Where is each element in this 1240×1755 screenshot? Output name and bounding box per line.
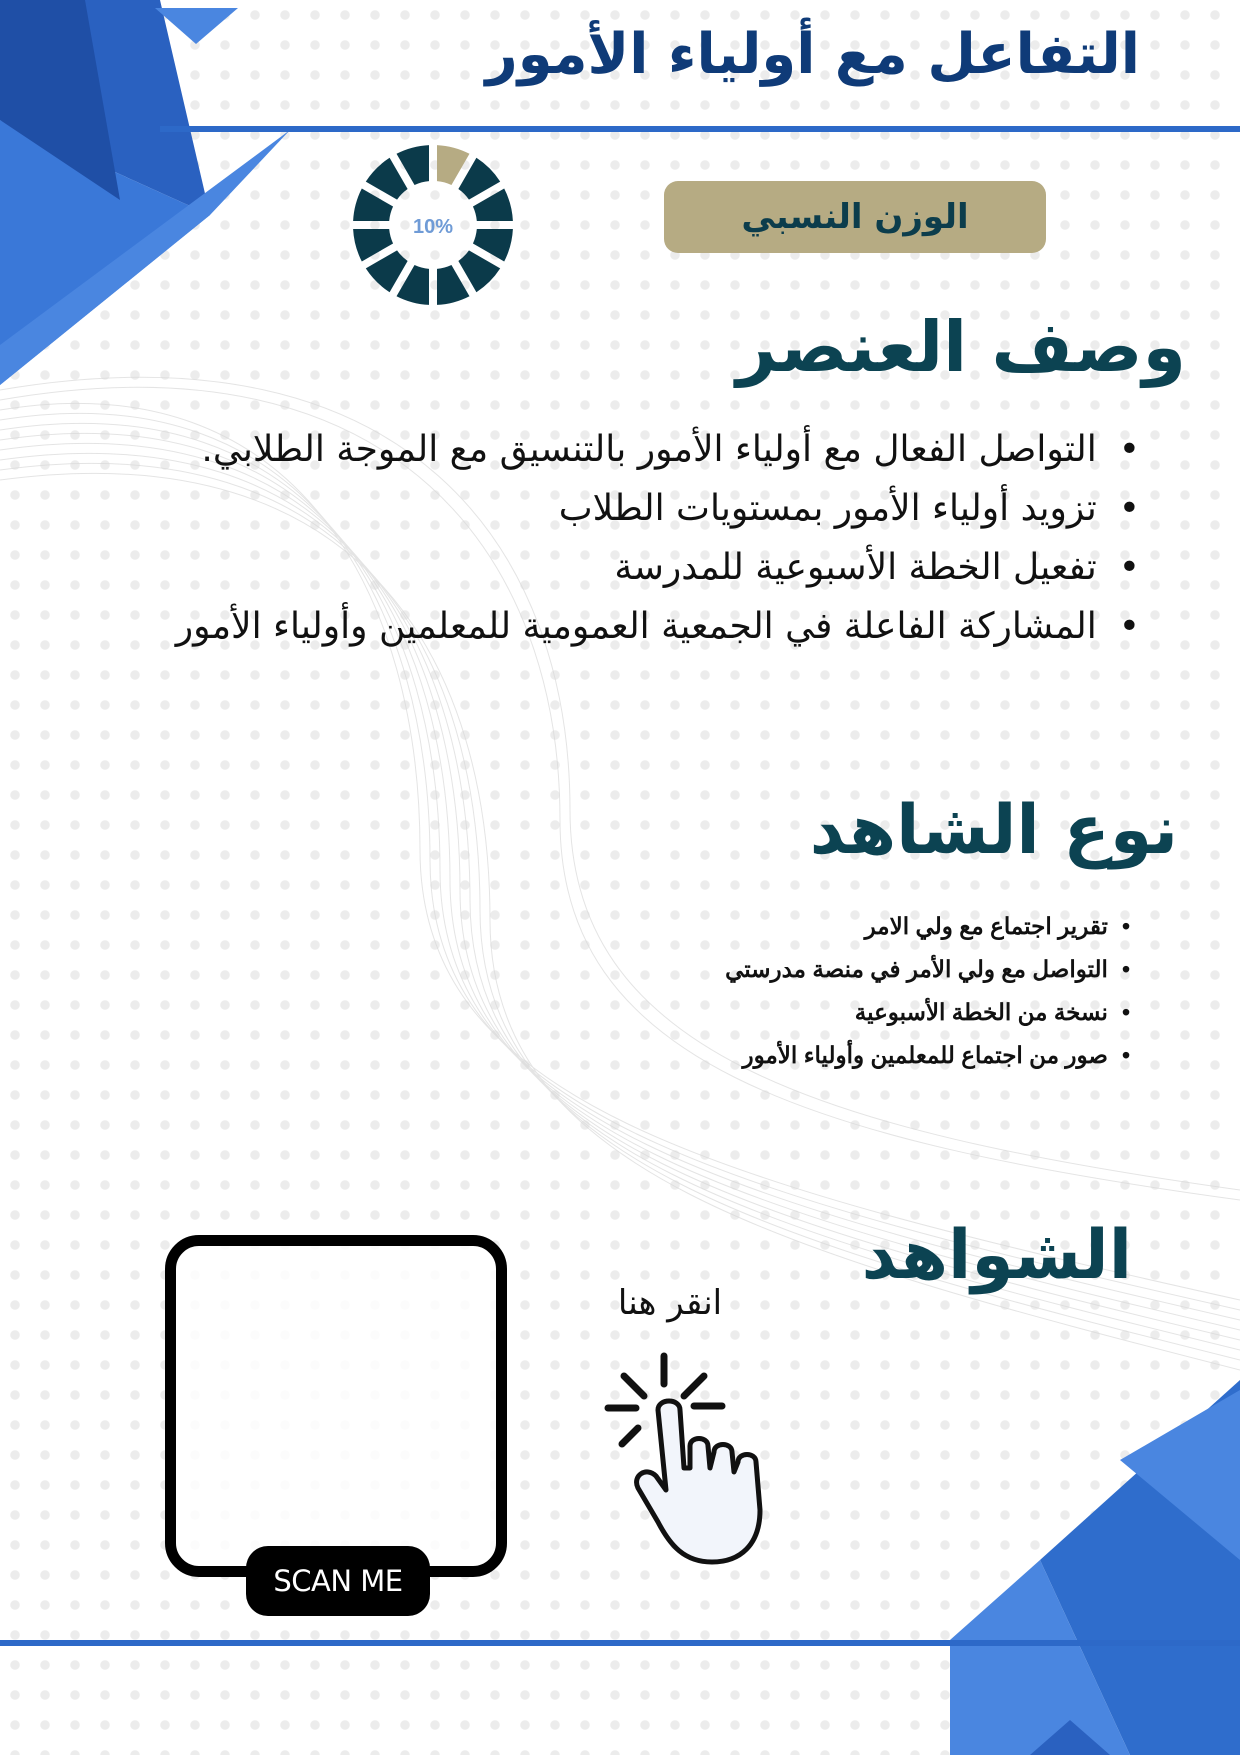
weight-value-label: 10% xyxy=(412,216,454,238)
donut-segment xyxy=(366,250,408,292)
evidence-type-heading: نوع الشاهد xyxy=(809,791,1178,870)
list-item: • نسخة من الخطة الأسبوعية xyxy=(430,991,1130,1034)
donut-segment xyxy=(458,250,500,292)
list-item: • تقرير اجتماع مع ولي الامر xyxy=(430,905,1130,948)
weight-donut-chart xyxy=(350,142,516,308)
list-item: • التواصل مع ولي الأمر في منصة مدرستي xyxy=(430,948,1130,991)
list-item: • صور من اجتماع للمعلمين وأولياء الأمور xyxy=(430,1034,1130,1077)
evidence-type-list xyxy=(430,905,1130,1077)
donut-segment xyxy=(366,158,408,200)
bottom-divider xyxy=(0,1640,1240,1646)
top-left-blue-shapes-decoration xyxy=(0,0,290,385)
donut-segment xyxy=(458,158,500,200)
qr-code-frame[interactable] xyxy=(165,1235,507,1577)
weight-label-badge: الوزن النسبي xyxy=(664,181,1046,253)
page-title: التفاعل مع أولياء الأمور xyxy=(485,22,1140,87)
description-heading: وصف العنصر xyxy=(736,306,1186,388)
evidence-heading: الشواهد xyxy=(861,1216,1132,1295)
list-item: • تفعيل الخطة الأسبوعية للمدرسة xyxy=(60,538,1140,597)
list-item: • المشاركة الفاعلة في الجمعية العمومية للمعلمين وأولياء الأمور xyxy=(60,597,1140,656)
description-list xyxy=(60,420,1140,656)
list-item: • تزويد أولياء الأمور بمستويات الطلاب xyxy=(60,479,1140,538)
pointing-hand-icon[interactable] xyxy=(600,1340,800,1570)
scan-me-label[interactable]: SCAN ME xyxy=(246,1546,430,1616)
list-item: • التواصل الفعال مع أولياء الأمور بالتنسيق مع الموجة الطلابي. xyxy=(60,420,1140,479)
top-divider xyxy=(160,126,1240,132)
bottom-right-blue-shapes-decoration xyxy=(950,1380,1240,1755)
click-here-label[interactable]: انقر هنا xyxy=(617,1283,723,1323)
